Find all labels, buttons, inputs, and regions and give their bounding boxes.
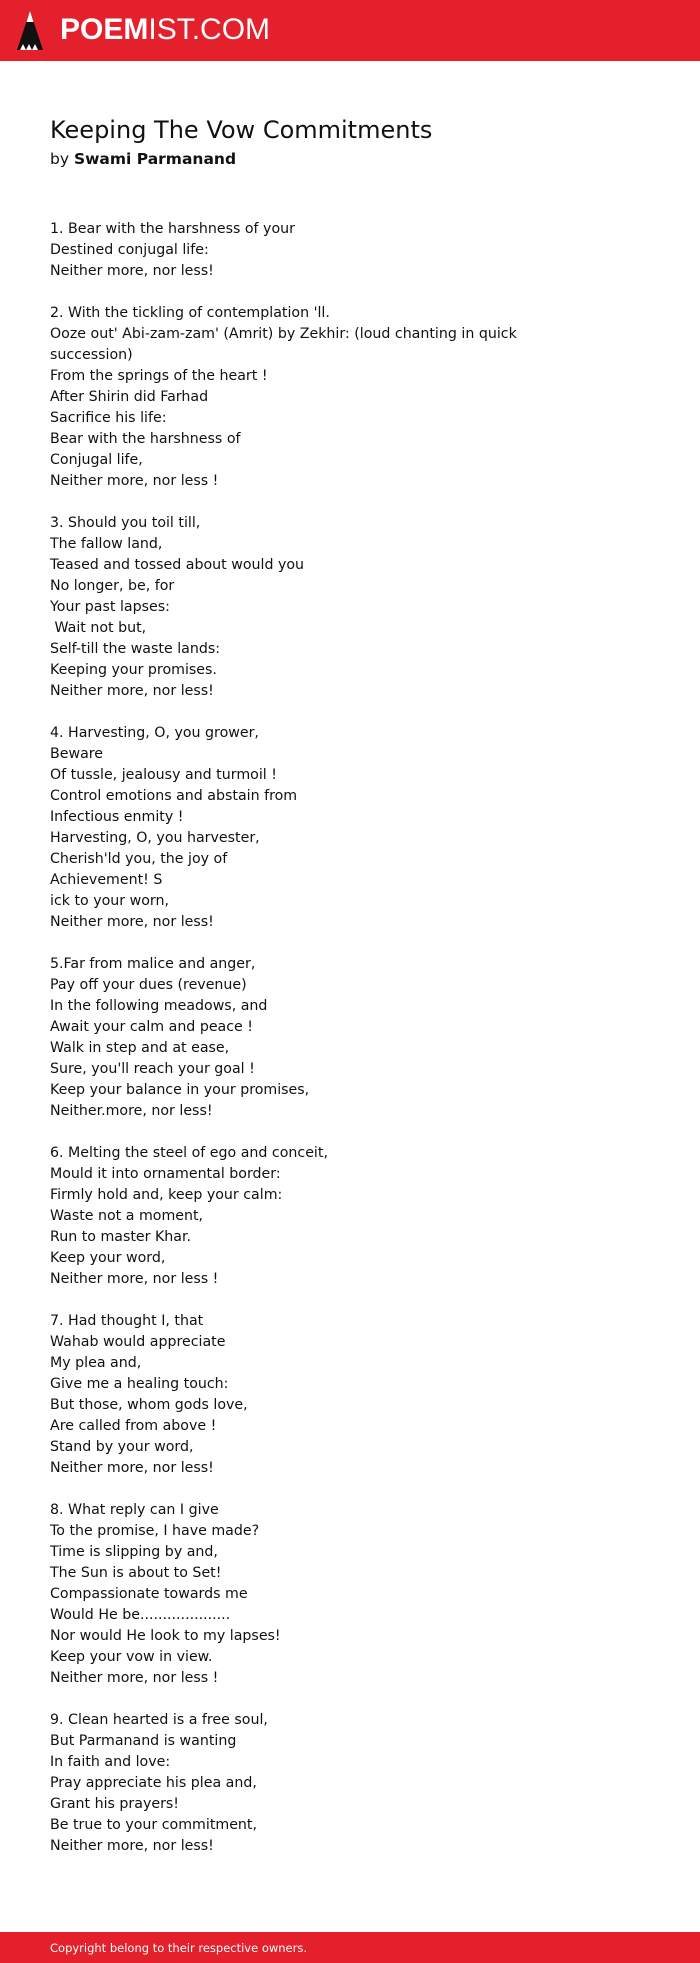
author-name[interactable]: Swami Parmanand xyxy=(73,150,237,168)
poem-line: Keep your vow in view. xyxy=(50,1649,213,1665)
poem-line: Of tussle, jealousy and turmoil ! xyxy=(50,767,277,783)
poem-line: Keeping your promises. xyxy=(50,662,217,678)
poem-line: Sacrifice his life: xyxy=(50,410,167,426)
poem-line: Wait not but, xyxy=(50,620,147,636)
poem-line: Compassionate towards me xyxy=(50,1586,248,1602)
poem-line: But Parmanand is wanting xyxy=(50,1733,237,1749)
poem-line: Await your calm and peace ! xyxy=(50,1019,253,1035)
poem-line: Would He be.................... xyxy=(50,1607,231,1623)
poem-line: Give me a healing touch: xyxy=(50,1376,229,1392)
poem-byline xyxy=(50,148,236,170)
poem-line: succession) xyxy=(50,347,133,363)
poem-line: Self-till the waste lands: xyxy=(50,641,220,657)
poem-line: Neither.more, nor less! xyxy=(50,1103,213,1119)
poem-line: Neither more, nor less! xyxy=(50,263,214,279)
poem-stanza xyxy=(50,723,560,933)
poem-line: 4. Harvesting, O, you grower, xyxy=(50,725,259,741)
poem-stanza xyxy=(50,1143,560,1290)
copyright-text: Copyright belong to their respective owners. xyxy=(50,1941,308,1955)
poem-line: Cherish'ld you, the joy of xyxy=(50,851,228,867)
poem-line: Grant his prayers! xyxy=(50,1796,179,1812)
poem-line: Keep your balance in your promises, xyxy=(50,1082,310,1098)
poem-line: Neither more, nor less ! xyxy=(50,473,219,489)
poem-line: Conjugal life, xyxy=(50,452,143,468)
poem-line: Sure, you'll reach your goal ! xyxy=(50,1061,255,1077)
poem-line: Infectious enmity ! xyxy=(50,809,184,825)
poem-line: No longer, be, for xyxy=(50,578,175,594)
poem-stanza xyxy=(50,1311,560,1479)
poem-line: Teased and tossed about would you xyxy=(50,557,305,573)
poem-line: In faith and love: xyxy=(50,1754,171,1770)
poem-line: Control emotions and abstain from xyxy=(50,788,298,804)
poem-stanza xyxy=(50,303,560,492)
site-footer xyxy=(0,1932,700,1963)
pencil-tip-icon[interactable] xyxy=(16,10,44,52)
poem-line: Nor would He look to my lapses! xyxy=(50,1628,281,1644)
poem-line: Wahab would appreciate xyxy=(50,1334,226,1350)
poem-line: Time is slipping by and, xyxy=(50,1544,218,1560)
poem-line: Neither more, nor less! xyxy=(50,683,214,699)
poem-line: To the promise, I have made? xyxy=(50,1523,260,1539)
poem-line: Beware xyxy=(50,746,104,762)
site-logo[interactable] xyxy=(60,11,270,49)
poem-line: The fallow land, xyxy=(50,536,163,552)
poem-line: 7. Had thought I, that xyxy=(50,1313,204,1329)
poem-line: 2. With the tickling of contemplation 'll. xyxy=(50,305,330,321)
poem-line: Be true to your commitment, xyxy=(50,1817,258,1833)
poem-stanza xyxy=(50,219,560,282)
poem-line: Walk in step and at ease, xyxy=(50,1040,230,1056)
poem-line: My plea and, xyxy=(50,1355,142,1371)
poem-line: Run to master Khar. xyxy=(50,1229,192,1245)
poem-line: Harvesting, O, you harvester, xyxy=(50,830,260,846)
poem-line: The Sun is about to Set! xyxy=(50,1565,222,1581)
poem-line: Stand by your word, xyxy=(50,1439,194,1455)
poem-line: After Shirin did Farhad xyxy=(50,389,209,405)
poem-line: Neither more, nor less! xyxy=(50,1460,214,1476)
poem-line: Neither more, nor less! xyxy=(50,1838,214,1854)
poem-line: 8. What reply can I give xyxy=(50,1502,219,1518)
poem-line: Neither more, nor less ! xyxy=(50,1271,219,1287)
site-header xyxy=(0,0,700,61)
poem-line: 9. Clean hearted is a free soul, xyxy=(50,1712,268,1728)
poem-line: Are called from above ! xyxy=(50,1418,217,1434)
poem-stanza xyxy=(50,954,560,1122)
poem-line: From the springs of the heart ! xyxy=(50,368,268,384)
by-label: by xyxy=(50,150,70,168)
poem-line: 5.Far from malice and anger, xyxy=(50,956,256,972)
poem-title: Keeping The Vow Commitments xyxy=(50,116,433,144)
poem-line: In the following meadows, and xyxy=(50,998,268,1014)
poem-stanza xyxy=(50,1500,560,1689)
poem-line: Neither more, nor less! xyxy=(50,914,214,930)
poem-line: Neither more, nor less ! xyxy=(50,1670,219,1686)
poem-line: Firmly hold and, keep your calm: xyxy=(50,1187,283,1203)
poem-line: Mould it into ornamental border: xyxy=(50,1166,281,1182)
poem-line: Achievement! S xyxy=(50,872,163,888)
poem-line: 6. Melting the steel of ego and conceit, xyxy=(50,1145,328,1161)
poem-line: Pray appreciate his plea and, xyxy=(50,1775,257,1791)
poem-line: Bear with the harshness of xyxy=(50,431,241,447)
poem-line: 1. Bear with the harshness of your xyxy=(50,221,295,237)
poem-line: Destined conjugal life: xyxy=(50,242,209,258)
logo-light-text: IST.COM xyxy=(148,13,271,46)
poem-line: ick to your worn, xyxy=(50,893,170,909)
poem-line: Waste not a moment, xyxy=(50,1208,204,1224)
poem-body xyxy=(50,219,560,1878)
poem-line: 3. Should you toil till, xyxy=(50,515,201,531)
poem-line: Pay off your dues (revenue) xyxy=(50,977,247,993)
poem-stanza xyxy=(50,1710,560,1857)
poem-line: Your past lapses: xyxy=(50,599,170,615)
poem-stanza xyxy=(50,513,560,702)
poem-line: Ooze out' Abi-zam-zam' (Amrit) by Zekhir: (loud chanting in quick xyxy=(50,326,517,342)
poem-line: But those, whom gods love, xyxy=(50,1397,248,1413)
poem-line: Keep your word, xyxy=(50,1250,166,1266)
logo-bold-text: POEM xyxy=(60,13,149,46)
